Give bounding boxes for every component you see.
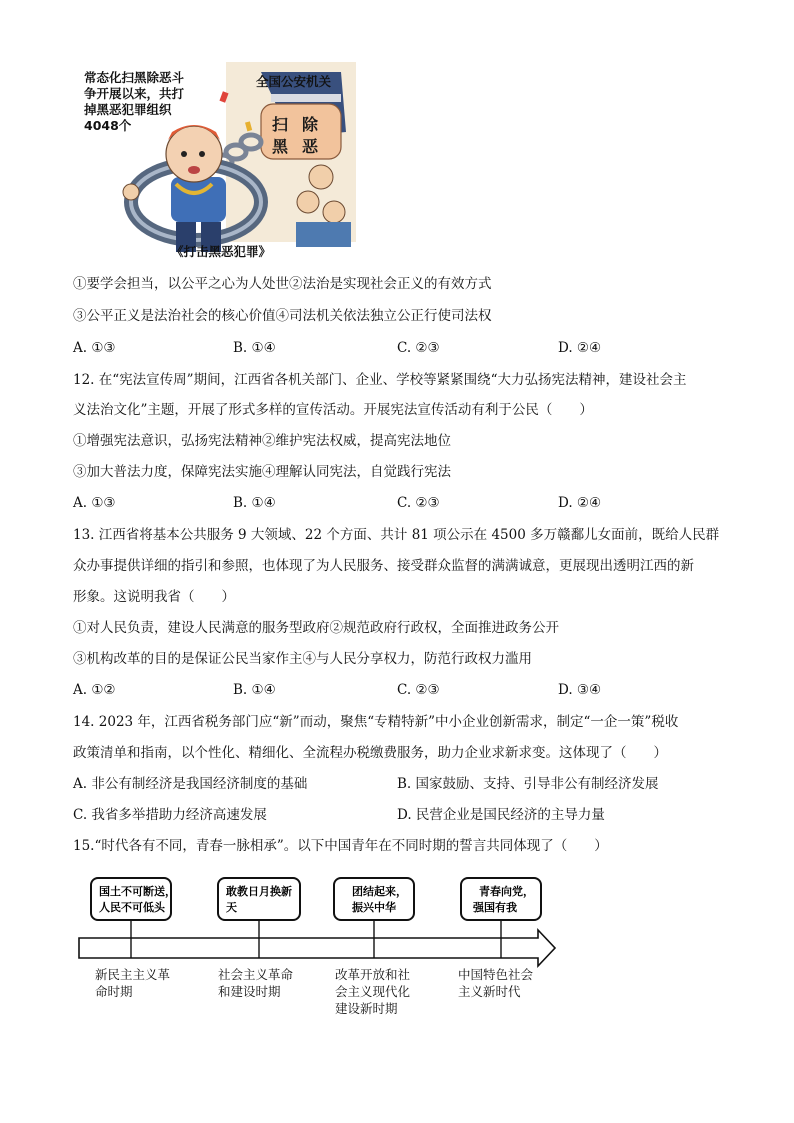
cartoon-text-line: 4048个 <box>84 118 132 133</box>
cartoon-illustration <box>76 62 356 267</box>
cartoon-text-line: 常态化扫黑除恶斗 <box>84 70 185 85</box>
q11-option-c: C. ②③ <box>397 340 440 356</box>
period-line: 建设新时期 <box>335 1001 398 1016</box>
q12-option-c: C. ②③ <box>397 495 440 511</box>
q14-stem-line1: 14. 2023 年，江西省税务部门应“新”而动，聚焦“专精特新”中小企业创新需求，制定“一企一策”税收 <box>73 714 679 730</box>
period-line: 社会主义革命 <box>218 967 294 982</box>
cartoon-left-text <box>84 70 184 134</box>
q14-stem-line2: 政策清单和指南，以个性化、精细化、全流程办税缴费服务，助力企业求新求变。这体现了（ ） <box>73 745 667 761</box>
period-line: 新民主主义革 <box>95 967 171 982</box>
youth-oath-timeline <box>73 868 573 1028</box>
q14-option-c: C. 我省多举措助力经济高速发展 <box>73 807 267 823</box>
slogan-1-line2: 人民不可低头 <box>99 901 165 914</box>
q13-stem-line2: 众办事提供详细的指引和参照，也体现了为人民服务、接受群众监督的满满诚意，更展现出透明江西的新 <box>73 558 694 574</box>
cartoon-caption: 《打击黑恶犯罪》 <box>171 244 272 259</box>
q13-option-c: C. ②③ <box>397 682 440 698</box>
period-line: 和建设时期 <box>218 984 281 999</box>
q13-option-b: B. ①④ <box>233 682 276 698</box>
criminal-eye-right <box>199 151 205 157</box>
slogan-2-line1: 敢教日月换新 <box>226 885 292 898</box>
slogan-2-line2: 天 <box>226 901 237 914</box>
q11-option-d: D. ②④ <box>558 340 602 356</box>
q15-stem: 15.“时代各有不同，青春一脉相承”。以下中国青年在不同时期的誓言共同体现了（ ） <box>73 838 608 854</box>
period-3 <box>335 966 410 1017</box>
period-line: 命时期 <box>95 984 133 999</box>
q14-option-a: A. 非公有制经济是我国经济制度的基础 <box>73 776 308 792</box>
fist-char: 黑 <box>272 137 303 156</box>
fist-char: 恶 <box>302 137 333 156</box>
q14-option-d: D. 民营企业是国民经济的主导力量 <box>397 807 605 823</box>
q13-option-a: A. ①② <box>73 682 116 698</box>
cartoon-text-line: 掉黑恶犯罪组织 <box>84 102 172 117</box>
slogan-3-line1: 团结起来， <box>352 885 407 898</box>
period-line: 改革开放和社 <box>335 967 411 982</box>
q13-items-line1: ①对人民负责，建设人民满意的服务型政府②规范政府行政权，全面推进政务公开 <box>73 620 559 636</box>
q12-option-b: B. ①④ <box>233 495 276 511</box>
q12-stem-line1: 12. 在“宪法宣传周”期间，江西省各机关部门、企业、学校等紧紧围绕“大力弘扬宪法精神，建设社会主 <box>73 372 687 388</box>
period-line: 主义新时代 <box>458 984 521 999</box>
q12-stem-line2: 义法治文化”主题，开展了形式多样的宣传活动。开展宪法宣传活动有利于公民（ ） <box>73 402 593 418</box>
q13-items-line2: ③机构改革的目的是保证公民当家作主④与人民分享权力，防范行政权力滥用 <box>73 651 532 667</box>
sleeve-stripe <box>271 94 341 102</box>
q12-items-line1: ①增强宪法意识，弘扬宪法精神②维护宪法权威，提高宪法地位 <box>73 433 451 449</box>
slogan-4-line2: 强国有我 <box>473 901 517 914</box>
q11-option-b: B. ①④ <box>233 340 276 356</box>
fist-char: 除 <box>302 115 333 134</box>
q12-option-a: A. ①③ <box>73 495 116 511</box>
q11-option-a: A. ①③ <box>73 340 116 356</box>
q12-option-d: D. ②④ <box>558 495 602 511</box>
cartoon-text-line: 争开展以来，共打 <box>84 86 185 101</box>
q13-stem-line1: 13. 江西省将基本公共服务 9 大领域、22 个方面、共计 81 项公示在 4500 多万赣鄱儿女面前，既给人民群 <box>73 527 720 543</box>
fist-char: 扫 <box>272 115 303 134</box>
period-line: 中国特色社会 <box>458 967 534 982</box>
criminal-body <box>171 177 226 222</box>
criminal-mouth <box>188 166 200 174</box>
q12-items-line2: ③加大普法力度，保障宪法实施④理解认同宪法，自觉践行宪法 <box>73 464 451 480</box>
q14-option-b: B. 国家鼓励、支持、引导非公有制经济发展 <box>397 776 659 792</box>
slogan-3-line2: 振兴中华 <box>352 901 396 914</box>
q13-option-d: D. ③④ <box>558 682 602 698</box>
period-line: 会主义现代化 <box>335 984 411 999</box>
q11-items-line2: ③公平正义是法治社会的核心价值④司法机关依法独立公正行使司法权 <box>73 308 492 324</box>
fist-text <box>272 114 332 158</box>
timeline-arrow-icon <box>79 930 555 966</box>
timeline-graphic <box>73 868 573 968</box>
period-1 <box>95 966 170 1000</box>
period-2 <box>218 966 293 1000</box>
criminal-eye-left <box>181 151 187 157</box>
slogan-4-line1: 青春向党， <box>479 885 534 898</box>
slogan-1-line1: 国土不可断送， <box>99 885 176 898</box>
period-4 <box>458 966 533 1000</box>
q11-items-line1: ①要学会担当，以公平之心为人处世②法治是实现社会正义的有效方式 <box>73 276 492 292</box>
q13-stem-line3: 形象。这说明我省（ ） <box>73 589 235 605</box>
cartoon-agency-label: 全国公安机关 <box>256 74 332 89</box>
